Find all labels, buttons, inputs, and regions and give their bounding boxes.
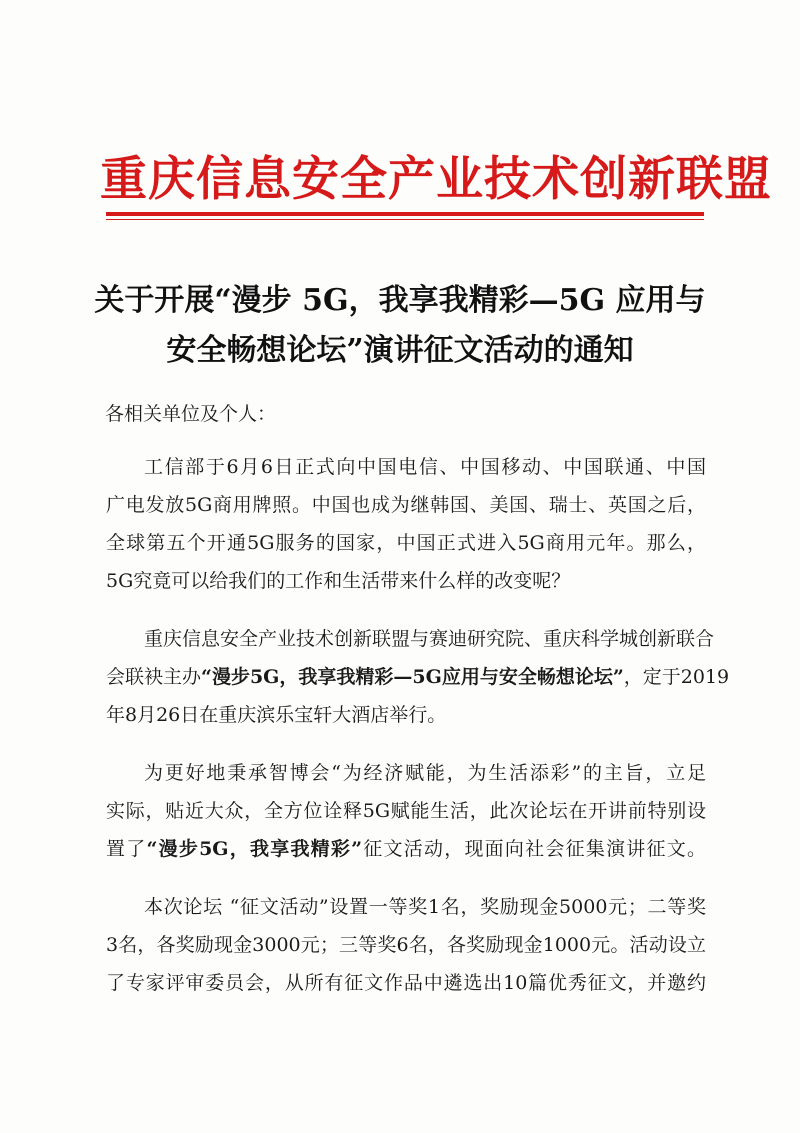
paragraph-line: 5G究竟可以给我们的工作和生活带来什么样的改变呢？: [106, 570, 571, 592]
paragraph-line: [106, 658, 730, 696]
notice-title-line-2: 安全畅想论坛”演讲征文活动的通知: [166, 333, 634, 368]
masthead-rule-thin: [106, 219, 704, 220]
paragraph-line: 重庆信息安全产业技术创新联盟与赛迪研究院、重庆科学城创新联合: [144, 628, 715, 650]
paragraph-line: 了专家评审委员会，从所有征文作品中遴选出10篇优秀征文，并邀约: [106, 972, 706, 994]
contest-name-emphasis: “漫步5G，我享我精彩”: [146, 838, 363, 860]
forum-name-emphasis: “漫步5G，我享我精彩—5G应用与安全畅想论坛”: [201, 666, 624, 688]
paragraph-line: 工信部于6月6日正式向中国电信、中国移动、中国联通、中国: [144, 456, 706, 478]
organization-masthead: 重庆信息安全产业技术创新联盟: [100, 152, 772, 207]
notice-title-line-1: 关于开展“漫步 5G，我享我精彩—5G 应用与: [94, 283, 706, 318]
paragraph-text: ，定于2019: [623, 666, 730, 688]
paragraph-line: 本次论坛 “征文活动”设置一等奖1名，奖励现金5000元；二等奖: [144, 896, 706, 918]
paragraph-line: 全球第五个开通5G服务的国家，中国正式进入5G商用元年。那么，: [106, 532, 706, 554]
notice-body: [106, 448, 730, 1022]
paragraph-line: 广电发放5G商用牌照。中国也成为继韩国、美国、瑞士、英国之后，: [106, 494, 706, 516]
paragraph-line: 3名，各奖励现金3000元；三等奖6名，各奖励现金1000元。活动设立: [106, 934, 706, 956]
paragraph-line: [106, 830, 706, 868]
paragraph-4: [106, 888, 706, 1002]
paragraph-line: 为更好地秉承智博会“为经济赋能，为生活添彩”的主旨，立足: [144, 762, 706, 784]
salutation: 各相关单位及个人：: [105, 403, 277, 425]
paragraph-line: 实际，贴近大众，全方位诠释5G赋能生活，此次论坛在开讲前特别设: [106, 800, 706, 822]
paragraph-2: [106, 620, 730, 734]
paragraph-line: 年8月26日在重庆滨乐宝轩大酒店举行。: [106, 704, 447, 726]
paragraph-3: [106, 754, 706, 868]
paragraph-1: [106, 448, 706, 600]
paragraph-text: 征文活动，现面向社会征集演讲征文。: [362, 838, 706, 860]
paragraph-text: 置了: [106, 838, 147, 860]
notice-title: [90, 276, 710, 376]
masthead-rule-thick: [106, 212, 704, 216]
paragraph-text: 会联袂主办: [106, 666, 202, 688]
